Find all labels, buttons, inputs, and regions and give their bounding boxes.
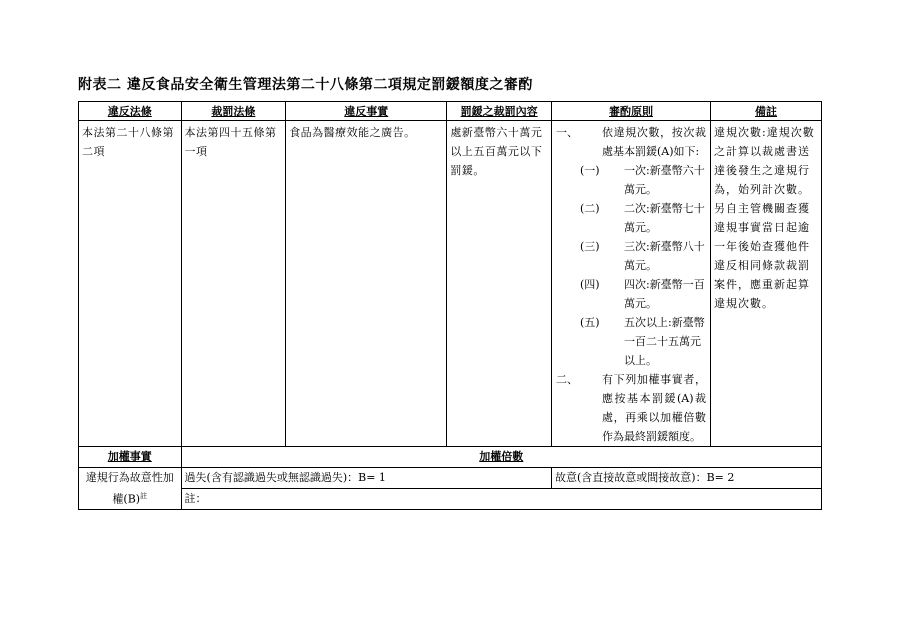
list-item: [556, 313, 706, 370]
header-fact: 違反事實: [286, 102, 447, 121]
principle-1-text: 依違規次數，按次裁處基本罰鍰(A)如下:: [601, 126, 707, 158]
principle-1: [556, 123, 706, 161]
item-label: 五次以上:: [623, 316, 672, 329]
item-number: (五): [579, 316, 600, 329]
weight-negligence: 過失(含有認識過失或無認識過失)：B= 1: [181, 468, 551, 489]
weight-intent: 故意(含直接故意或間接故意)：B= 2: [551, 468, 821, 489]
item-label: 二次:: [623, 202, 650, 215]
weight-note: 註：: [181, 488, 821, 509]
penalty-table: [78, 101, 822, 510]
header-penalty-content: 罰鍰之裁罰內容: [447, 102, 552, 121]
header-violation-law: 違反法條: [79, 102, 182, 121]
cell-penalty-content: 處新臺幣六十萬元以上五百萬元以下罰鍰。: [447, 121, 552, 447]
list-item: [556, 199, 706, 237]
note-row: [79, 488, 822, 509]
weight-multiplier-header: 加權倍數: [181, 447, 821, 468]
item-number: (三): [579, 240, 600, 253]
cell-fact: 食品為醫療效能之廣告。: [286, 121, 447, 447]
weight-facts-header: 加權事實: [79, 447, 182, 468]
item-amount: 新臺幣六十萬元。: [623, 164, 705, 196]
principle-2-text: 有下列加權事實者，應按基本罰鍰(A)裁處，再乘以加權倍數作為最終罰鍰額度。: [601, 373, 707, 443]
cell-penalty-law: 本法第四十五條第一項: [181, 121, 286, 447]
weight-row: [79, 468, 822, 489]
cell-remark: 違規次數:違規次數之計算以裁處書送達後發生之違規行為，始列計次數。另自主管機關查獲違規事實當日起逾一年後始查獲他件違反相同條款裁罰案件，應重新起算違規次數。: [711, 121, 822, 447]
item-label: 三次:: [623, 240, 650, 253]
list-item: [556, 275, 706, 313]
item-amount: 新臺幣七十萬元。: [623, 202, 705, 234]
item-label: 一次:: [623, 164, 650, 177]
header-penalty-law: 裁罰法條: [181, 102, 286, 121]
item-label: 四次:: [623, 278, 650, 291]
principle-1-number: 一、: [555, 126, 578, 139]
principle-1-items: [556, 161, 706, 370]
table-row: [79, 121, 822, 447]
weight-label-text: 違規行為故意性加權(B): [85, 471, 174, 506]
weight-label: [79, 468, 182, 510]
item-amount: 新臺幣八十萬元。: [623, 240, 705, 272]
weight-header-row: [79, 447, 822, 468]
principle-2-number: 二、: [555, 373, 578, 386]
item-number: (一): [579, 164, 600, 177]
item-number: (二): [579, 202, 600, 215]
principle-2: [556, 370, 706, 446]
cell-principles: [551, 121, 710, 447]
weight-label-note: 註: [140, 492, 148, 500]
item-amount: 新臺幣一百萬元。: [623, 278, 705, 310]
cell-violation-law: 本法第二十八條第二項: [79, 121, 182, 447]
header-remark: 備註: [711, 102, 822, 121]
item-number: (四): [579, 278, 600, 291]
list-item: [556, 237, 706, 275]
item-amount: 新臺幣一百二十五萬元以上。: [623, 316, 705, 367]
header-principles: 審酌原則: [551, 102, 710, 121]
header-row: [79, 102, 822, 121]
page-title: 附表二 違反食品安全衛生管理法第二十八條第二項規定罰鍰額度之審酌: [78, 77, 533, 93]
list-item: [556, 161, 706, 199]
